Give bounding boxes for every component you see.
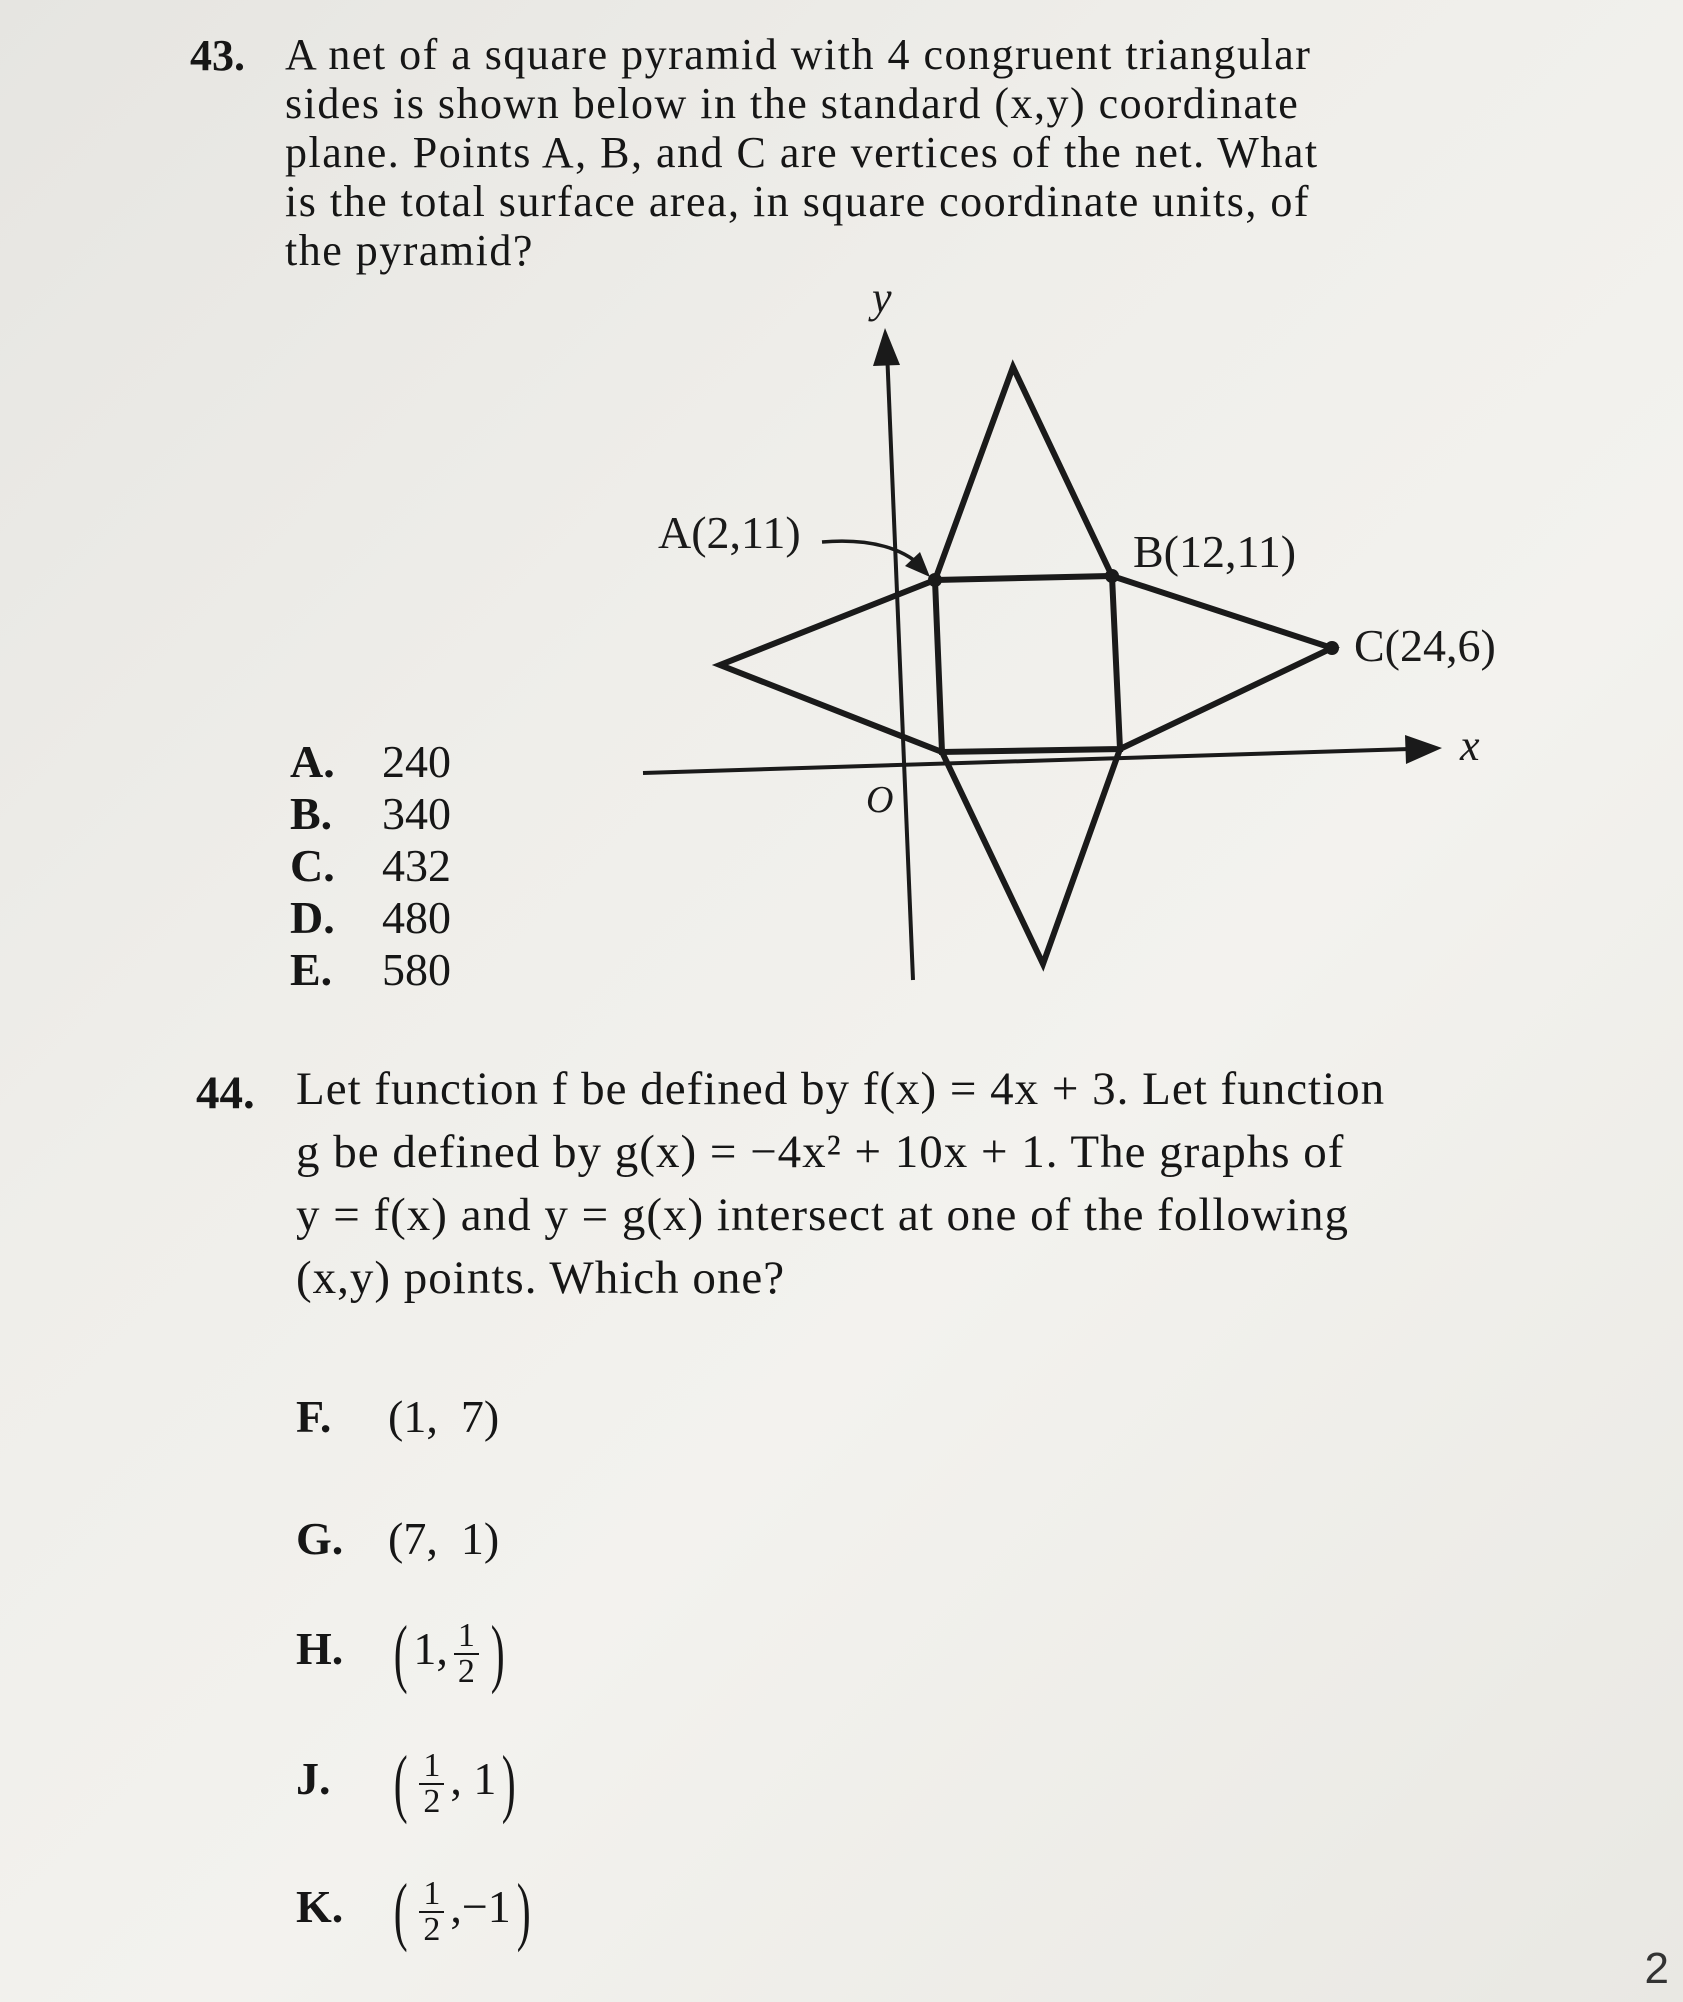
point-b-label: B(12,11)	[1133, 526, 1297, 577]
q44-choice-j-value	[388, 1740, 522, 1827]
point-c-label: C(24,6)	[1354, 620, 1496, 671]
q44-choice-h[interactable]	[296, 1610, 510, 1697]
q44-choice-k-letter: K.	[296, 1881, 344, 1933]
fraction-one-half: $\frac{1}{2}$	[419, 1749, 444, 1819]
question-43-line-4: is the total surface area, in square coordinate units, of	[285, 177, 1311, 226]
page-number: 2	[1644, 1944, 1669, 1993]
net-top-triangle	[935, 367, 1112, 580]
q44-choice-j-y: 1	[473, 1753, 497, 1805]
open-paren: (	[393, 1869, 408, 1953]
open-paren: (	[393, 1611, 408, 1695]
q44-choice-j-letter: J.	[296, 1753, 331, 1805]
q44-choice-j-comma: ,	[450, 1753, 474, 1805]
question-44-line-3: y = f(x) and y = g(x) intersect at one of the following	[296, 1189, 1349, 1241]
q43-choice-e[interactable]	[290, 943, 451, 996]
y-axis	[887, 350, 913, 980]
q43-choice-e-letter: E.	[290, 944, 333, 995]
q44-choice-g[interactable]	[296, 1512, 499, 1565]
q44-choice-f[interactable]	[296, 1390, 499, 1443]
question-44-line-2: g be defined by g(x) = −4x² + 10x + 1. The graphs of	[296, 1126, 1345, 1178]
q44-choice-h-value	[388, 1610, 510, 1697]
question-43-line-5: the pyramid?	[285, 226, 534, 275]
question-43-line-3: plane. Points A, B, and C are vertices of the net. What	[285, 128, 1319, 177]
q43-choice-d-letter: D.	[290, 892, 335, 943]
fraction-one-half: $\frac{1}{2}$	[454, 1619, 479, 1689]
question-43-line-1: A net of a square pyramid with 4 congruent triangular	[285, 30, 1312, 79]
y-axis-label: y	[872, 273, 892, 322]
q43-choice-a-value: 240	[382, 736, 451, 787]
point-b-dot	[1105, 569, 1119, 583]
net-left-triangle	[720, 580, 942, 752]
q44-choice-k-value	[388, 1868, 536, 1955]
q43-choice-b[interactable]	[290, 787, 451, 840]
x-axis-arrow	[1405, 735, 1442, 764]
question-43-number: 43.	[190, 31, 245, 80]
point-a-dot	[928, 573, 942, 587]
open-paren: (	[393, 1741, 408, 1825]
q44-choice-h-letter: H.	[296, 1623, 344, 1675]
q44-choice-g-letter: G.	[296, 1513, 344, 1564]
point-a-label: A(2,11)	[658, 507, 801, 558]
net-bottom-triangle	[942, 749, 1120, 964]
x-axis-label: x	[1460, 721, 1480, 770]
point-c-dot	[1325, 641, 1339, 655]
net-square-base	[935, 576, 1120, 752]
question-44-text	[296, 1058, 1385, 1310]
q43-choice-c[interactable]	[290, 839, 451, 892]
q43-choice-d-value: 480	[382, 892, 451, 943]
q43-choice-a[interactable]	[290, 735, 451, 788]
q43-choice-b-letter: B.	[290, 788, 333, 839]
y-axis-arrow	[873, 328, 900, 366]
q43-choice-a-letter: A.	[290, 736, 335, 787]
q44-choice-k-y: −1	[461, 1881, 511, 1933]
question-44-line-1: Let function f be defined by f(x) = 4x + 3. Let function	[296, 1063, 1386, 1115]
origin-label: O	[866, 779, 894, 821]
question-43-line-2: sides is shown below in the standard (x,y) coordinate	[285, 79, 1300, 128]
close-paren: )	[516, 1869, 531, 1953]
q44-choice-f-value: (1, 7)	[388, 1391, 500, 1442]
q43-choice-b-value: 340	[382, 788, 451, 839]
q43-choice-c-value: 432	[382, 840, 451, 891]
q43-choice-e-value: 580	[382, 944, 451, 995]
close-paren: )	[502, 1741, 516, 1825]
q44-choice-f-letter: F.	[296, 1391, 332, 1442]
question-44-number: 44.	[196, 1067, 255, 1119]
q44-choice-k[interactable]	[296, 1868, 536, 1955]
q43-choice-c-letter: C.	[290, 840, 335, 891]
fraction-one-half: $\frac{1}{2}$	[419, 1877, 444, 1947]
close-paren: )	[490, 1611, 505, 1695]
q43-choice-d[interactable]	[290, 891, 451, 944]
q44-choice-h-x: 1,	[413, 1623, 448, 1675]
q44-choice-j[interactable]	[296, 1740, 522, 1827]
q44-choice-k-comma: ,	[450, 1881, 462, 1933]
q44-choice-g-value: (7, 1)	[388, 1513, 500, 1564]
question-44-line-4: (x,y) points. Which one?	[296, 1252, 786, 1304]
net-right-triangle	[1112, 576, 1332, 749]
